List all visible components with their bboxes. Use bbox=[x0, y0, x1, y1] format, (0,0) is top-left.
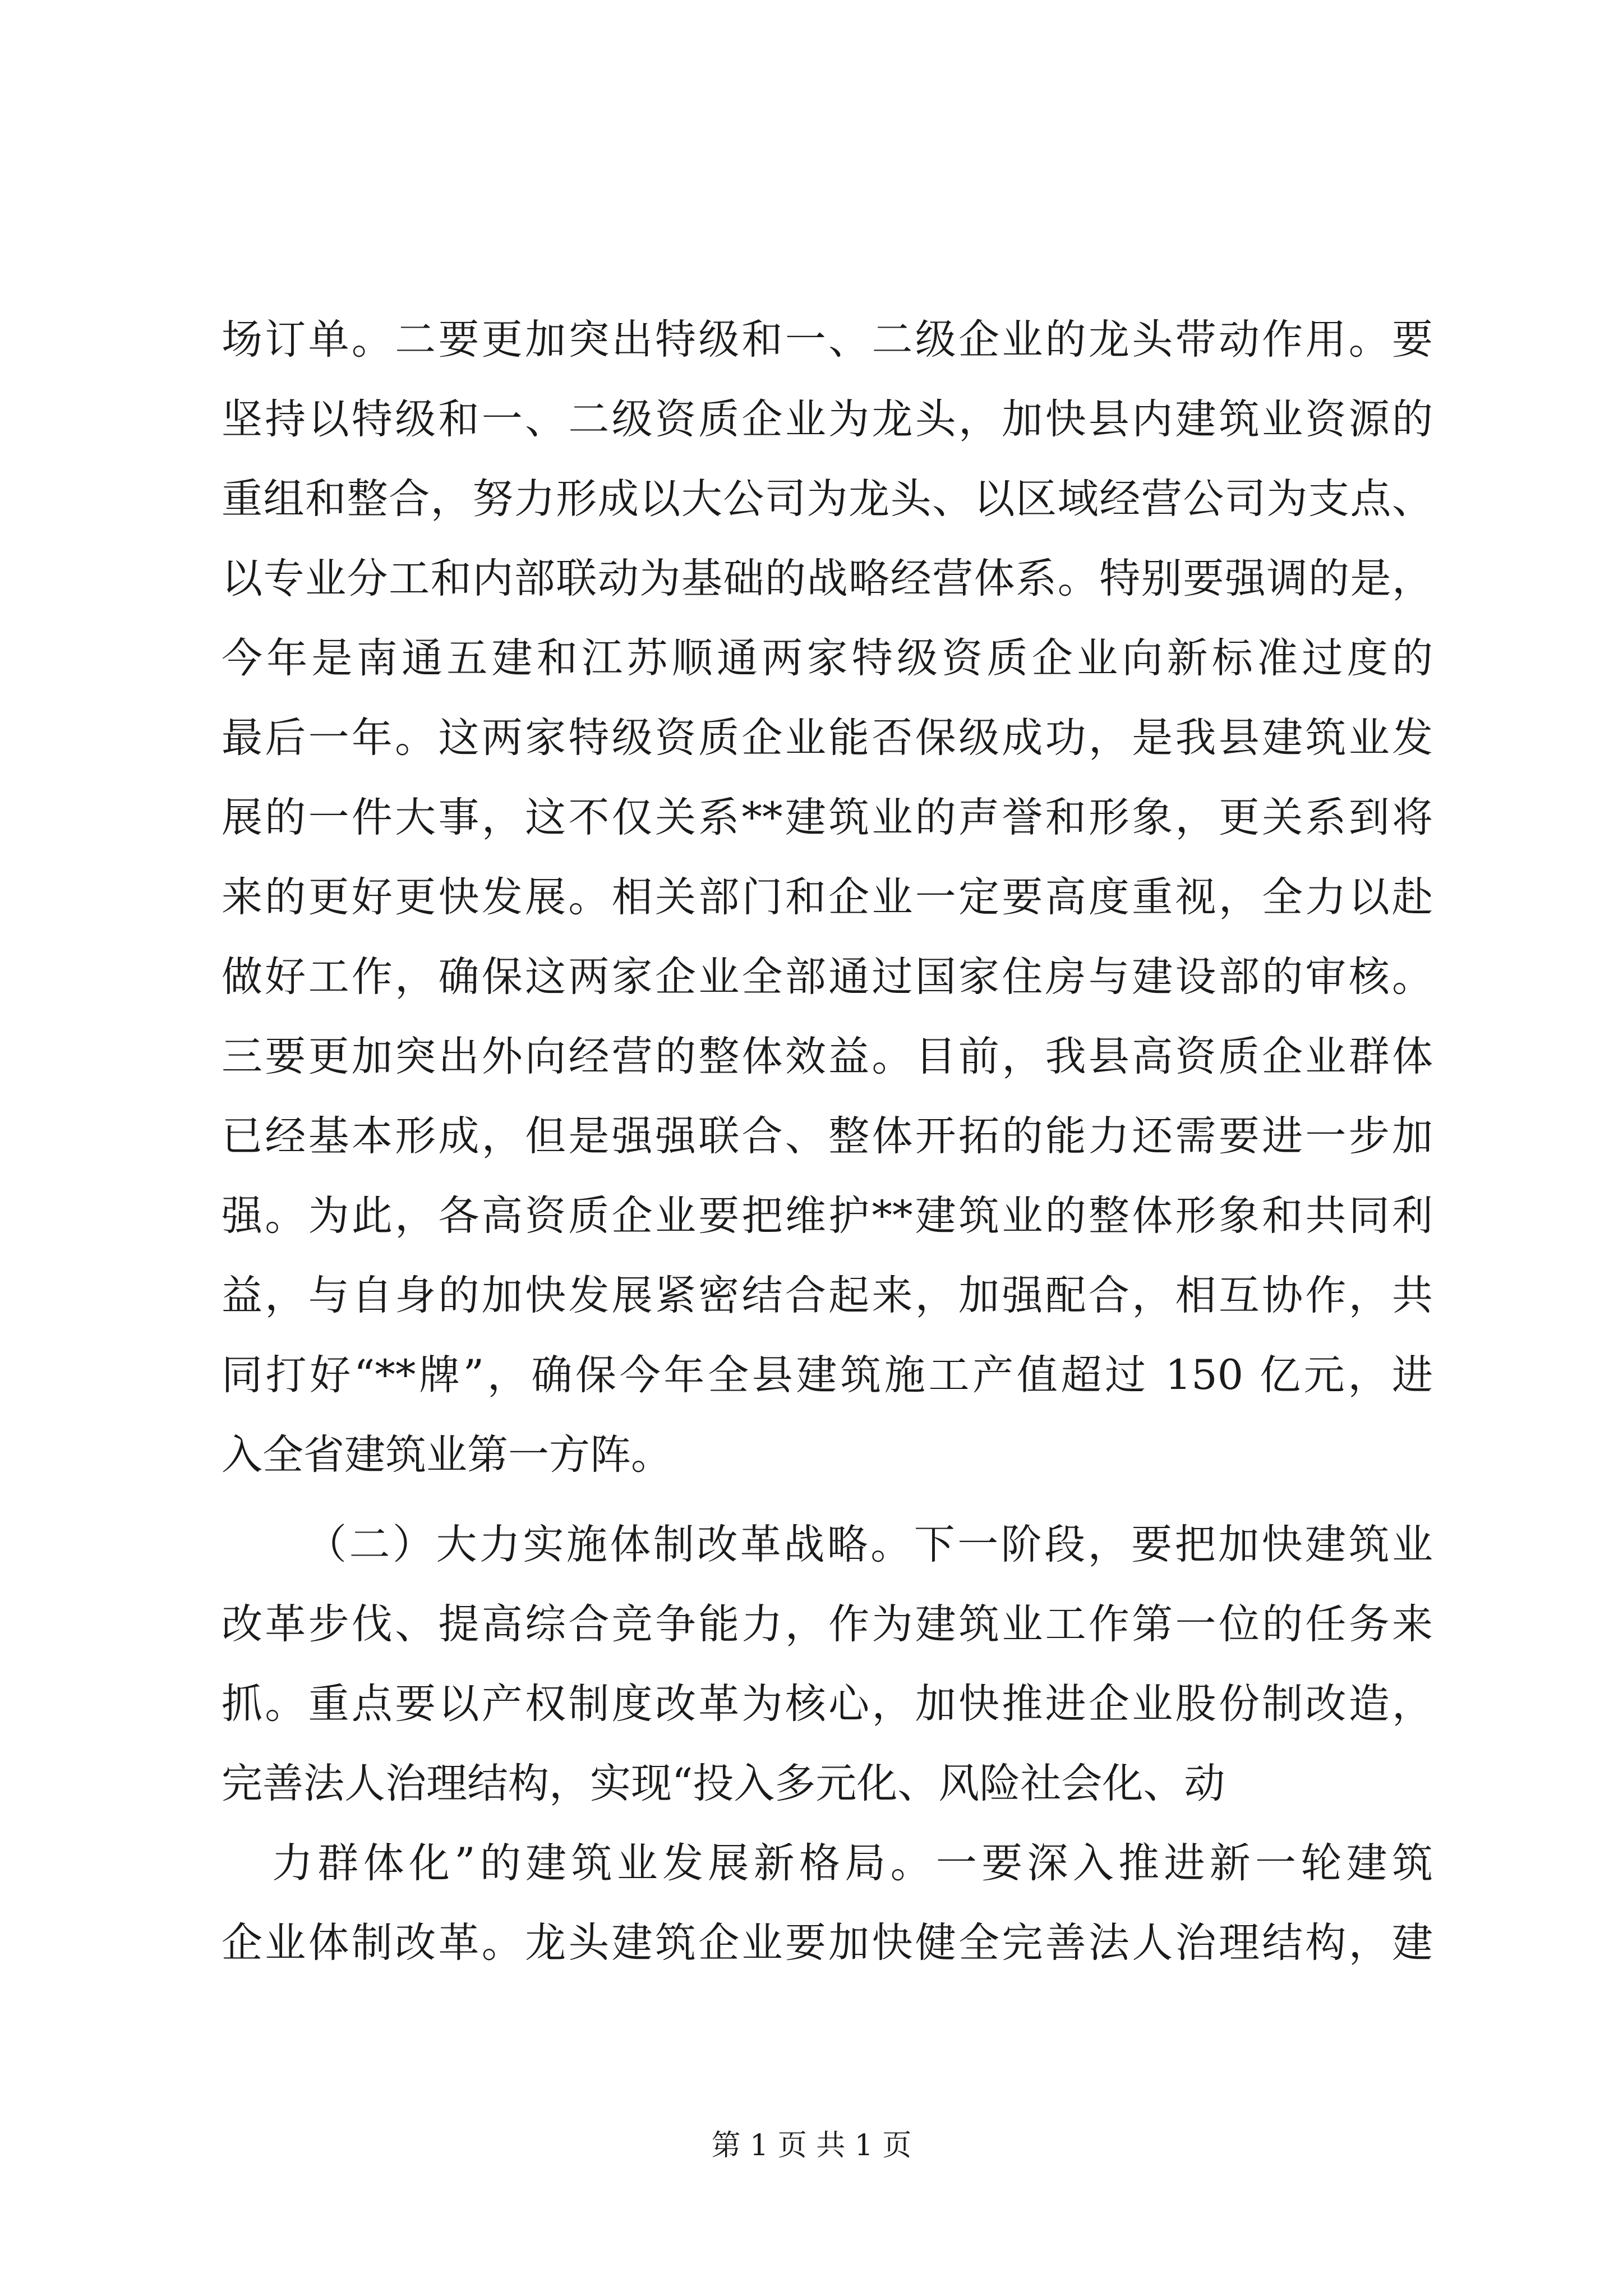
document-body bbox=[222, 300, 1433, 1983]
text-line: 益，与自身的加快发展紧密结合起来，加强配合，相互协作，共 bbox=[222, 1272, 1433, 1319]
section-heading-line: （二）大力实施体制改革战略。下一阶段，要把加快建筑业 bbox=[306, 1521, 1433, 1568]
text-line: 同打好“**牌”，确保今年全县建筑施工产值超过 150 亿元，进 bbox=[222, 1351, 1433, 1399]
text-line: 三要更加突出外向经营的整体效益。目前，我县高资质企业群体 bbox=[222, 1033, 1433, 1080]
text-line: 场订单。二要更加突出特级和一、二级企业的龙头带动作用。要 bbox=[222, 316, 1433, 364]
page-footer: 第 1 页 共 1 页 bbox=[711, 2129, 912, 2162]
text-line: 改革步伐、提高综合竞争能力，作为建筑业工作第一位的任务来 bbox=[222, 1600, 1433, 1648]
text-line: 做好工作，确保这两家企业全部通过国家住房与建设部的审核。 bbox=[222, 953, 1433, 1001]
text-line: 强。为此，各高资质企业要把维护**建筑业的整体形象和共同利 bbox=[222, 1192, 1433, 1240]
text-line: 重组和整合，努力形成以大公司为龙头、以区域经营公司为支点、 bbox=[222, 475, 1433, 523]
text-line: 抓。重点要以产权制度改革为核心，加快推进企业股份制改造， bbox=[222, 1680, 1433, 1728]
text-line: 已经基本形成，但是强强联合、整体开拓的能力还需要进一步加 bbox=[222, 1112, 1433, 1160]
text-line: 最后一年。这两家特级资质企业能否保级成功，是我县建筑业发 bbox=[222, 714, 1433, 762]
text-line: 以专业分工和内部联动为基础的战略经营体系。特别要强调的是， bbox=[222, 555, 1433, 602]
text-line: 坚持以特级和一、二级资质企业为龙头，加快县内建筑业资源的 bbox=[222, 395, 1433, 443]
text-line: 入全省建筑业第一方阵。 bbox=[222, 1431, 672, 1479]
text-line: 力群体化”的建筑业发展新格局。一要深入推进新一轮建筑 bbox=[272, 1839, 1433, 1887]
text-line: 展的一件大事，这不仅关系**建筑业的声誉和形象，更关系到将 bbox=[222, 794, 1433, 841]
text-line: 企业体制改革。龙头建筑企业要加快健全完善法人治理结构，建 bbox=[222, 1919, 1433, 1967]
text-line: 完善法人治理结构，实现“投入多元化、风险社会化、动 bbox=[222, 1760, 1225, 1807]
text-line: 来的更好更快发展。相关部门和企业一定要高度重视，全力以赴 bbox=[222, 873, 1433, 921]
text-line: 今年是南通五建和江苏顺通两家特级资质企业向新标准过度的 bbox=[222, 634, 1433, 682]
